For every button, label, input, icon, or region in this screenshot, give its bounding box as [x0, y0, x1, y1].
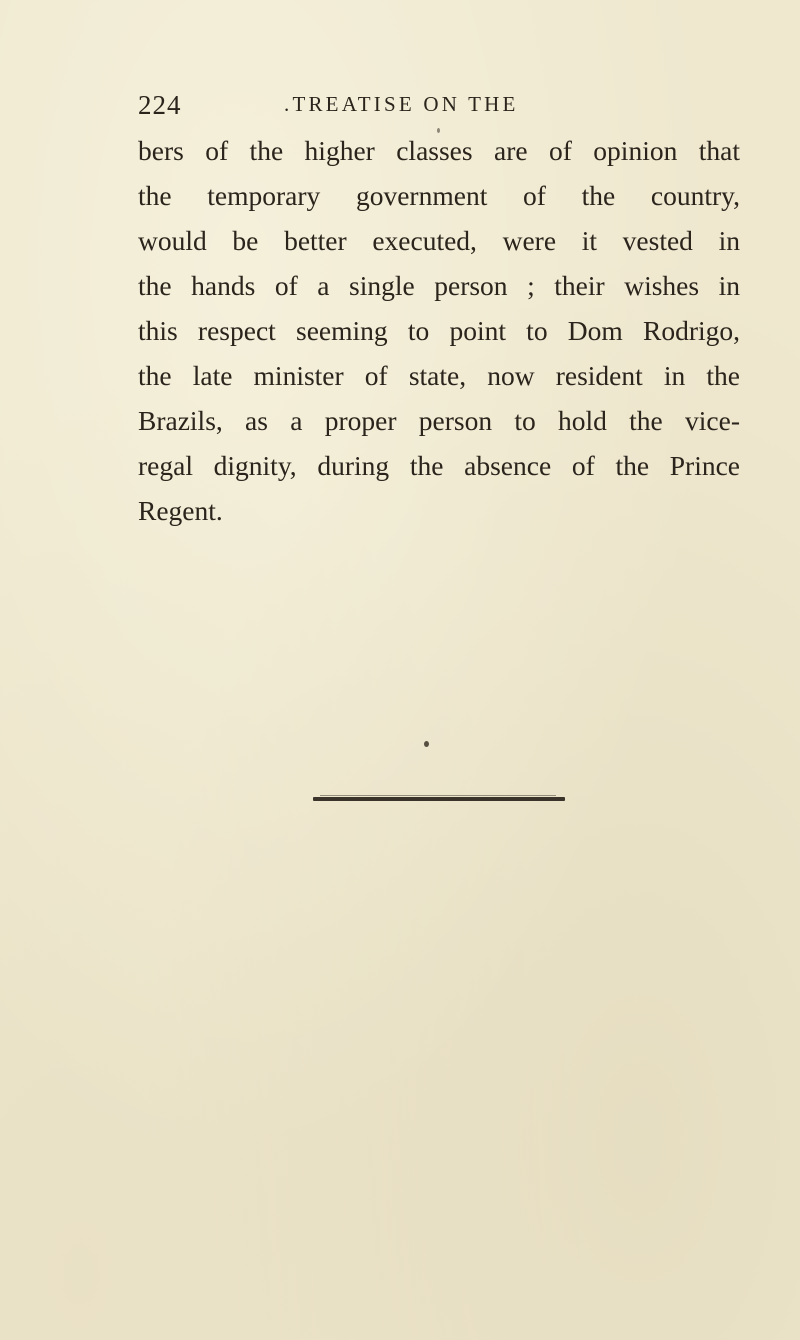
- body-paragraph: [138, 128, 740, 533]
- running-head: [138, 90, 678, 122]
- section-rule-shadow: [320, 795, 556, 796]
- ink-speck: [437, 128, 440, 133]
- text-line: regal dignity, during the absence of the Prince: [138, 450, 740, 481]
- text-line: this respect seeming to point to Dom Rodrigo,: [138, 315, 740, 346]
- section-end-rule: [313, 797, 565, 801]
- text-line: Brazils, as a proper person to hold the vice-: [138, 405, 740, 436]
- text-line: the late minister of state, now resident in the: [138, 360, 740, 391]
- text-line: Regent.: [138, 495, 223, 526]
- ink-speck: [424, 741, 429, 747]
- text-line: bers of the higher classes are of opinion that: [138, 135, 740, 166]
- text-line: the temporary government of the country,: [138, 180, 740, 211]
- text-line: would be better executed, were it vested in: [138, 225, 740, 256]
- page-number: 224: [138, 90, 182, 120]
- text-line: the hands of a single person ; their wishes in: [138, 270, 740, 301]
- running-title: .TREATISE ON THE: [284, 92, 519, 116]
